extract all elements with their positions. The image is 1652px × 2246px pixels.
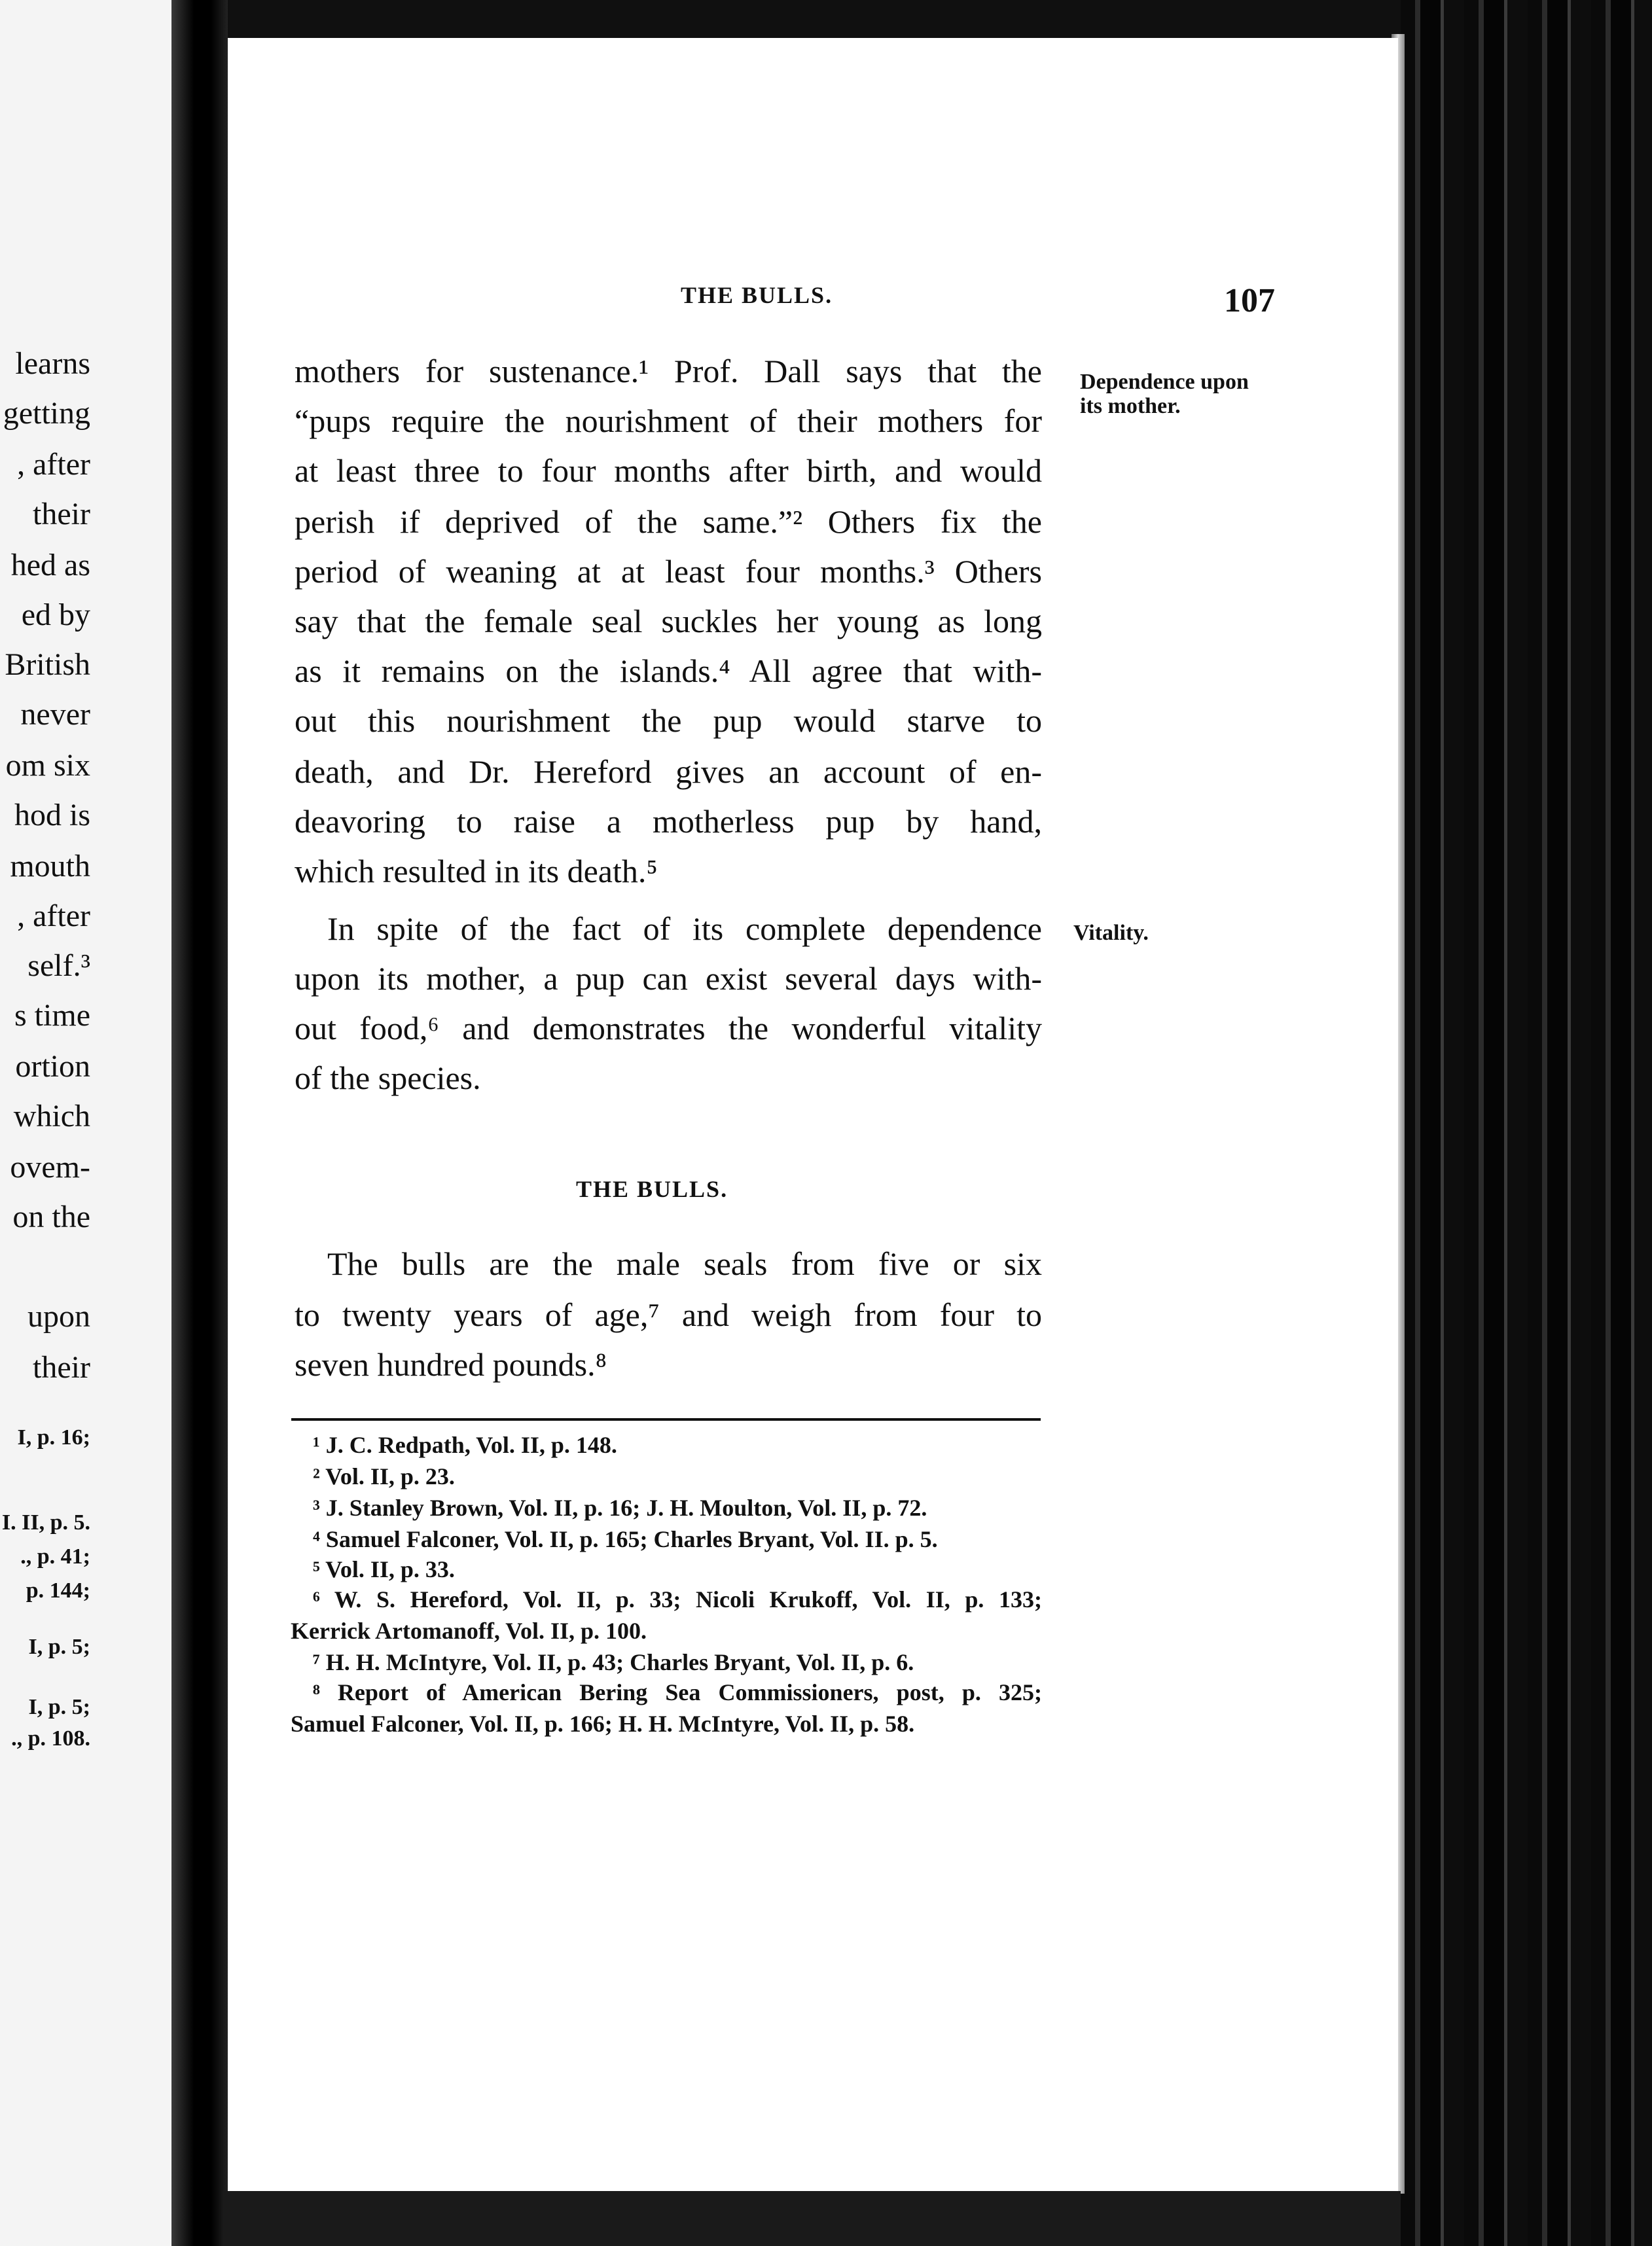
footnote: ⁵ Vol. II, p. 33.	[313, 1556, 455, 1582]
left-page-footnote: I. II, p. 5.	[1, 1510, 90, 1535]
left-page-line: s time	[14, 998, 90, 1033]
footnote: ⁶ W. S. Hereford, Vol. II, p. 33; Nicoli Krukoff, Vol. II, p. 133;	[313, 1586, 1042, 1613]
body-line: The bulls are the male seals from five or six	[327, 1245, 1042, 1282]
body-line: deavoring to raise a motherless pup by hand,	[295, 803, 1042, 840]
sidenote-dependence	[1080, 370, 1249, 418]
scanner-background-top	[164, 0, 1407, 38]
body-line: “pups require the nourishment of their mothers for	[295, 402, 1042, 439]
scanner-background-right	[1401, 0, 1652, 2246]
left-page-line: upon	[27, 1299, 90, 1334]
footnote: ⁸ Report of American Bering Sea Commissioners, post, p. 325;	[313, 1679, 1042, 1705]
footnote: ⁷ H. H. McIntyre, Vol. II, p. 43; Charles Bryant, Vol. II, p. 6.	[313, 1649, 914, 1675]
footnote: Samuel Falconer, Vol. II, p. 166; H. H. McIntyre, Vol. II, p. 58.	[291, 1711, 915, 1737]
left-page-line: , after	[17, 899, 90, 933]
left-page-line: on the	[12, 1200, 90, 1234]
left-page-line: never	[20, 697, 90, 732]
left-page-line: om six	[5, 748, 90, 783]
left-page-footnote: ., p. 41;	[20, 1544, 90, 1569]
left-page-footnote: I, p. 16;	[17, 1425, 90, 1450]
page-number: 107	[1224, 282, 1275, 319]
body-line: as it remains on the islands.⁴ All agree that with-	[295, 652, 1042, 689]
left-page-line: their	[33, 1350, 90, 1385]
body-line: out food,⁶ and demonstrates the wonderful vitality	[295, 1010, 1042, 1046]
footnote: ² Vol. II, p. 23.	[313, 1463, 455, 1489]
left-page-line: hod is	[14, 798, 90, 832]
left-page-line: their	[33, 497, 90, 531]
body-line: period of weaning at at least four months.³ Others	[295, 553, 1042, 590]
body-line: In spite of the fact of its complete dependence	[327, 910, 1042, 947]
running-head: THE BULLS.	[681, 282, 833, 308]
footnote-rule	[291, 1418, 1041, 1421]
body-line: which resulted in its death.⁵	[295, 853, 658, 889]
body-line: say that the female seal suckles her young as long	[295, 603, 1042, 639]
body-line: at least three to four months after birth, and would	[295, 452, 1042, 489]
body-line: seven hundred pounds.⁸	[295, 1346, 607, 1383]
book-spine-shadow	[171, 0, 228, 2246]
left-page-line: , after	[17, 447, 90, 482]
left-page-line: ed by	[21, 597, 90, 632]
bottom-shadow	[223, 2191, 1401, 2246]
left-page-line: British	[5, 647, 90, 682]
footnote: Kerrick Artomanoff, Vol. II, p. 100.	[291, 1618, 647, 1644]
left-page-footnote: I, p. 5;	[28, 1695, 90, 1719]
body-line: mothers for sustenance.¹ Prof. Dall says that the	[295, 353, 1042, 389]
left-page-line: ovem-	[10, 1150, 90, 1185]
left-page-line: mouth	[10, 849, 90, 883]
body-line: perish if deprived of the same.”² Others fix the	[295, 503, 1042, 540]
sidenote-line: its mother.	[1080, 393, 1181, 418]
left-page-line: self.³	[27, 948, 90, 983]
sidenote-vitality: Vitality.	[1073, 921, 1149, 945]
sidenote-line: Dependence upon	[1080, 370, 1249, 394]
body-line: death, and Dr. Hereford gives an account of en-	[295, 753, 1042, 790]
body-line: of the species.	[295, 1060, 481, 1096]
left-page-line: which	[13, 1099, 90, 1133]
body-line: to twenty years of age,⁷ and weigh from four to	[295, 1296, 1042, 1333]
body-line: out this nourishment the pup would starve to	[295, 702, 1042, 739]
left-page-line: learns	[15, 346, 90, 381]
footnote: ⁴ Samuel Falconer, Vol. II, p. 165; Charles Bryant, Vol. II. p. 5.	[313, 1526, 938, 1552]
left-page-footnote: ., p. 108.	[11, 1726, 90, 1751]
left-page-footnote: I, p. 5;	[28, 1635, 90, 1659]
footnote: ¹ J. C. Redpath, Vol. II, p. 148.	[313, 1432, 617, 1458]
left-page-line: getting	[3, 396, 90, 431]
body-line: upon its mother, a pup can exist several days with-	[295, 960, 1042, 997]
section-heading: THE BULLS.	[576, 1176, 728, 1202]
footnote: ³ J. Stanley Brown, Vol. II, p. 16; J. H. Moulton, Vol. II, p. 72.	[313, 1495, 927, 1521]
left-page-line: hed as	[10, 548, 90, 582]
left-page-line: ortion	[15, 1049, 90, 1084]
left-page-footnote: p. 144;	[26, 1578, 90, 1603]
